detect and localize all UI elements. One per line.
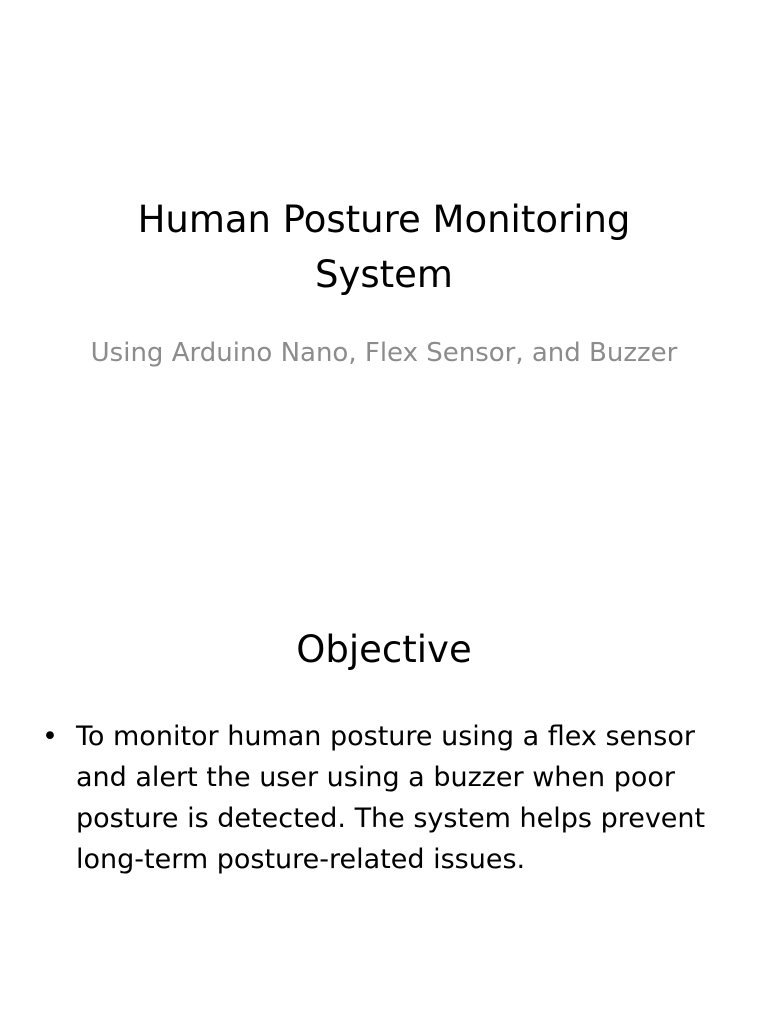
slide-title-text: Human Posture Monitoring System — [137, 198, 631, 296]
bullet-item — [38, 716, 738, 880]
bullet-list — [38, 716, 738, 880]
bullet-text: To monitor human posture using a flex sensor and alert the user using a buzzer when poor posture is detected. The system helps prevent long-term posture-related issues. — [76, 721, 706, 875]
bullet-dot-icon: • — [42, 721, 58, 752]
objective-heading: Objective — [296, 628, 472, 671]
slide-subtitle-text: Using Arduino Nano, Flex Sensor, and Buzzer — [90, 338, 678, 368]
slide-objective — [0, 512, 768, 1024]
